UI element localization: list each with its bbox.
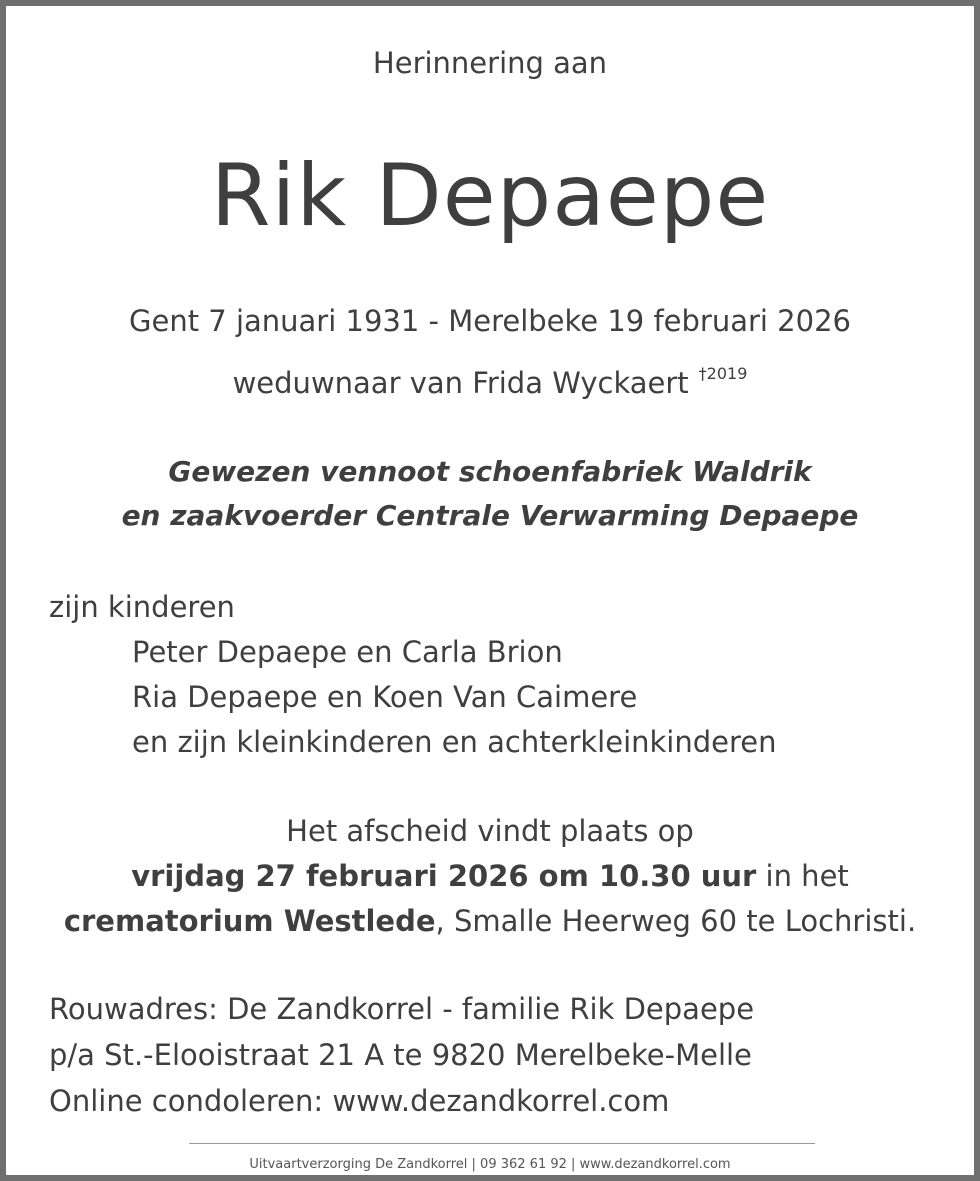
farewell-address: , Smalle Heerweg 60 te Lochristi. [435,904,917,938]
footer-divider [189,1143,815,1144]
spouse-text: weduwnaar van Frida Wyckaert [232,366,689,400]
life-dates: Gent 7 januari 1931 - Merelbeke 19 februari 2026 [129,304,851,338]
deceased-name: Rik Depaepe [210,146,770,246]
farewell-datetime: vrijdag 27 februari 2026 om 10.30 uur [131,859,757,893]
farewell-datetime-line [6,859,974,893]
family-intro: zijn kinderen [49,590,235,624]
farewell-venue: crematorium Westlede [63,904,436,938]
mourning-address-line-2: p/a St.-Elooistraat 21 A te 9820 Merelbeke-Melle [49,1038,752,1072]
farewell-intro: Het afscheid vindt plaats op [286,814,694,848]
family-member: Peter Depaepe en Carla Brion [132,635,563,669]
occupation-line-1: Gewezen vennoot schoenfabriek Waldrik [168,455,812,488]
spouse-line [6,364,974,400]
mourning-address-line-1: Rouwadres: De Zandkorrel - familie Rik Depaepe [49,992,755,1026]
footer-funeral-home: Uitvaartverzorging De Zandkorrel | 09 362 61 92 | www.dezandkorrel.com [249,1157,731,1172]
farewell-venue-line [6,904,974,938]
memorial-heading: Herinnering aan [372,46,608,80]
online-condolence: Online condoleren: www.dezandkorrel.com [49,1084,670,1118]
family-member: Ria Depaepe en Koen Van Caimere [132,680,638,714]
family-member: en zijn kleinkinderen en achterkleinkinderen [132,725,777,759]
farewell-datetime-suffix: in het [756,859,849,893]
spouse-death-mark: †2019 [698,364,748,383]
occupation-line-2: en zaakvoerder Centrale Verwarming Depaepe [121,499,859,532]
